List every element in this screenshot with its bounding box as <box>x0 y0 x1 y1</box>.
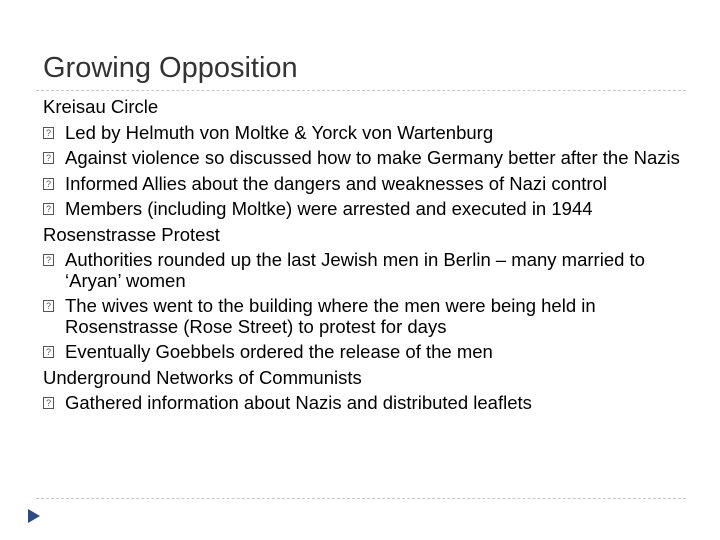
bullet-item <box>43 123 693 144</box>
bullet-item <box>43 199 693 220</box>
bullet-text: Eventually Goebbels ordered the release of the men <box>65 341 493 362</box>
section-heading: Rosenstrasse Protest <box>43 223 220 245</box>
box-glyph-icon: ? <box>43 254 54 266</box>
slide-title: Growing Opposition <box>43 52 298 84</box>
bullet-text: Against violence so discussed how to make Germany better after the Nazis <box>65 147 680 168</box>
bullet-text: Members (including Moltke) were arrested and executed in 1944 <box>65 198 593 219</box>
box-glyph-icon: ? <box>43 346 54 358</box>
bullet-item <box>43 250 693 291</box>
box-glyph-icon: ? <box>43 127 54 139</box>
box-glyph-icon: ? <box>43 203 54 215</box>
box-glyph-icon: ? <box>43 152 54 164</box>
bullet-text: Informed Allies about the dangers and weaknesses of Nazi control <box>65 172 607 194</box>
triangle-right-icon-svg <box>27 508 41 524</box>
bullet-item <box>43 296 693 337</box>
bullet-text: Authorities rounded up the last Jewish men in Berlin – many married to ‘Aryan’ women <box>65 249 645 291</box>
bullet-list <box>43 393 693 414</box>
triangle-right-icon[interactable] <box>27 508 41 529</box>
bullet-text: Led by Helmuth von Moltke & Yorck von Wartenburg <box>65 121 494 143</box>
bullet-text: Gathered information about Nazis and distributed leaflets <box>65 392 532 413</box>
bullet-list <box>43 250 693 363</box>
bullet-item <box>43 174 693 195</box>
bullet-text: The wives went to the building where the men were being held in Rosenstrasse (Rose Street) to protest for days <box>65 295 596 337</box>
section-heading: Underground Networks of Communists <box>43 366 362 388</box>
bullet-item <box>43 342 693 363</box>
footer-divider <box>36 498 686 499</box>
bullet-item <box>43 393 693 414</box>
slide-body <box>43 97 693 419</box>
box-glyph-icon: ? <box>43 300 54 312</box>
section-heading: Kreisau Circle <box>43 96 159 117</box>
box-glyph-icon: ? <box>43 178 54 190</box>
title-divider <box>36 90 686 91</box>
bullet-item <box>43 148 693 169</box>
bullet-list <box>43 123 693 220</box>
box-glyph-icon: ? <box>43 397 54 409</box>
